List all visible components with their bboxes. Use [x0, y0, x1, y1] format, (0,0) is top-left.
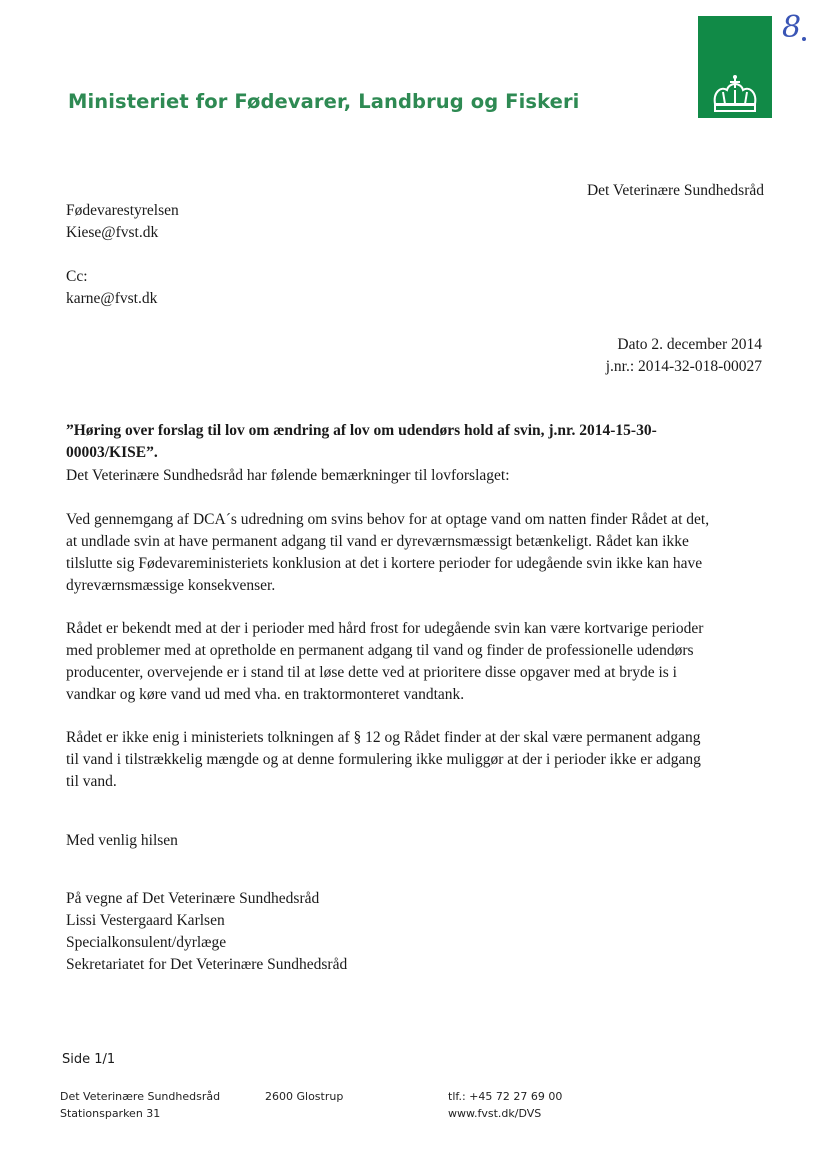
signature-line: Lissi Vestergaard Karlsen: [66, 912, 225, 929]
journal-number: j.nr.: 2014-32-018-00027: [605, 358, 762, 375]
paragraph-line: Rådet er ikke enig i ministeriets tolkningen af § 12 og Rådet finder at der skal være permanent adgang: [66, 729, 701, 746]
paragraph-line: Ved gennemgang af DCA´s udredning om svins behov for at optage vand om natten finder Rådet at det,: [66, 511, 710, 528]
footer-street: Stationsparken 31: [60, 1107, 161, 1120]
paragraph-line: tilslutte sig Fødevareministeriets konklusion at det i kortere perioder for udegående svin ikke kan have: [66, 555, 703, 572]
crown-icon: [709, 74, 761, 118]
page-indicator: Side 1/1: [62, 1052, 116, 1067]
body-paragraph: [66, 727, 766, 793]
subject-heading: [66, 420, 756, 464]
handwritten-dot: [802, 37, 806, 41]
closing-greeting: Med venlig hilsen: [66, 832, 178, 849]
signature-line: Specialkonsulent/dyrlæge: [66, 934, 227, 951]
paragraph-line: til vand.: [66, 773, 117, 790]
body-paragraph: [66, 618, 766, 706]
paragraph-line: med problemer med at opretholde en permanent adgang til vand og finder de professionelle udendørs: [66, 642, 694, 659]
footer-address: [60, 1088, 220, 1122]
cc-email: karne@fvst.dk: [66, 290, 158, 307]
paragraph-line: dyreværnsmæssige konsekvenser.: [66, 577, 276, 594]
letter-date: Dato 2. december 2014: [617, 336, 762, 353]
intro-text: Det Veterinære Sundhedsråd har følende bemærkninger til lovforslaget:: [66, 467, 510, 484]
signature-line: Sekretariatet for Det Veterinære Sundhedsråd: [66, 956, 348, 973]
signature-line: På vegne af Det Veterinære Sundhedsråd: [66, 890, 320, 907]
recipient-name: Fødevarestyrelsen: [66, 202, 179, 219]
footer-web: www.fvst.dk/DVS: [448, 1107, 542, 1120]
handwritten-page-number: 8: [782, 10, 802, 45]
ministry-name: Ministeriet for Fødevarer, Landbrug og Fiskeri: [68, 90, 580, 113]
subject-line: ”Høring over forslag til lov om ændring af lov om udendørs hold af svin, j.nr. 2014-15-30-: [66, 422, 657, 439]
subject-line: 00003/KISE”.: [66, 444, 158, 461]
sender-name: Det Veterinære Sundhedsråd: [586, 182, 764, 199]
paragraph-line: til vand i tilstrækkelig mængde og at denne formulering ikke muliggør at der i perioder ikke er adgang: [66, 751, 701, 768]
cc-label: Cc:: [66, 268, 88, 285]
footer-phone: tlf.: +45 72 27 69 00: [448, 1090, 563, 1103]
ministry-logo: [698, 16, 772, 118]
footer-contact: [448, 1088, 562, 1122]
footer-org: Det Veterinære Sundhedsråd: [60, 1090, 221, 1103]
paragraph-line: producenter, overvejende er i stand til at løse dette ved at prioritere disse opgaver med at bryde is i: [66, 664, 677, 681]
body-paragraph: [66, 509, 766, 597]
footer-city: 2600 Glostrup: [265, 1090, 344, 1103]
recipient-email: Kiese@fvst.dk: [66, 224, 159, 241]
signature-block: [66, 888, 347, 976]
paragraph-line: at undlade svin at have permanent adgang til vand er dyreværnsmæssigt betænkeligt. Rådet kan ikke: [66, 533, 689, 550]
paragraph-line: vandkar og køre vand ud med vha. en traktormonteret vandtank.: [66, 686, 465, 703]
paragraph-line: Rådet er bekendt med at der i perioder med hård frost for udegående svin kan være kortvarige perioder: [66, 620, 704, 637]
